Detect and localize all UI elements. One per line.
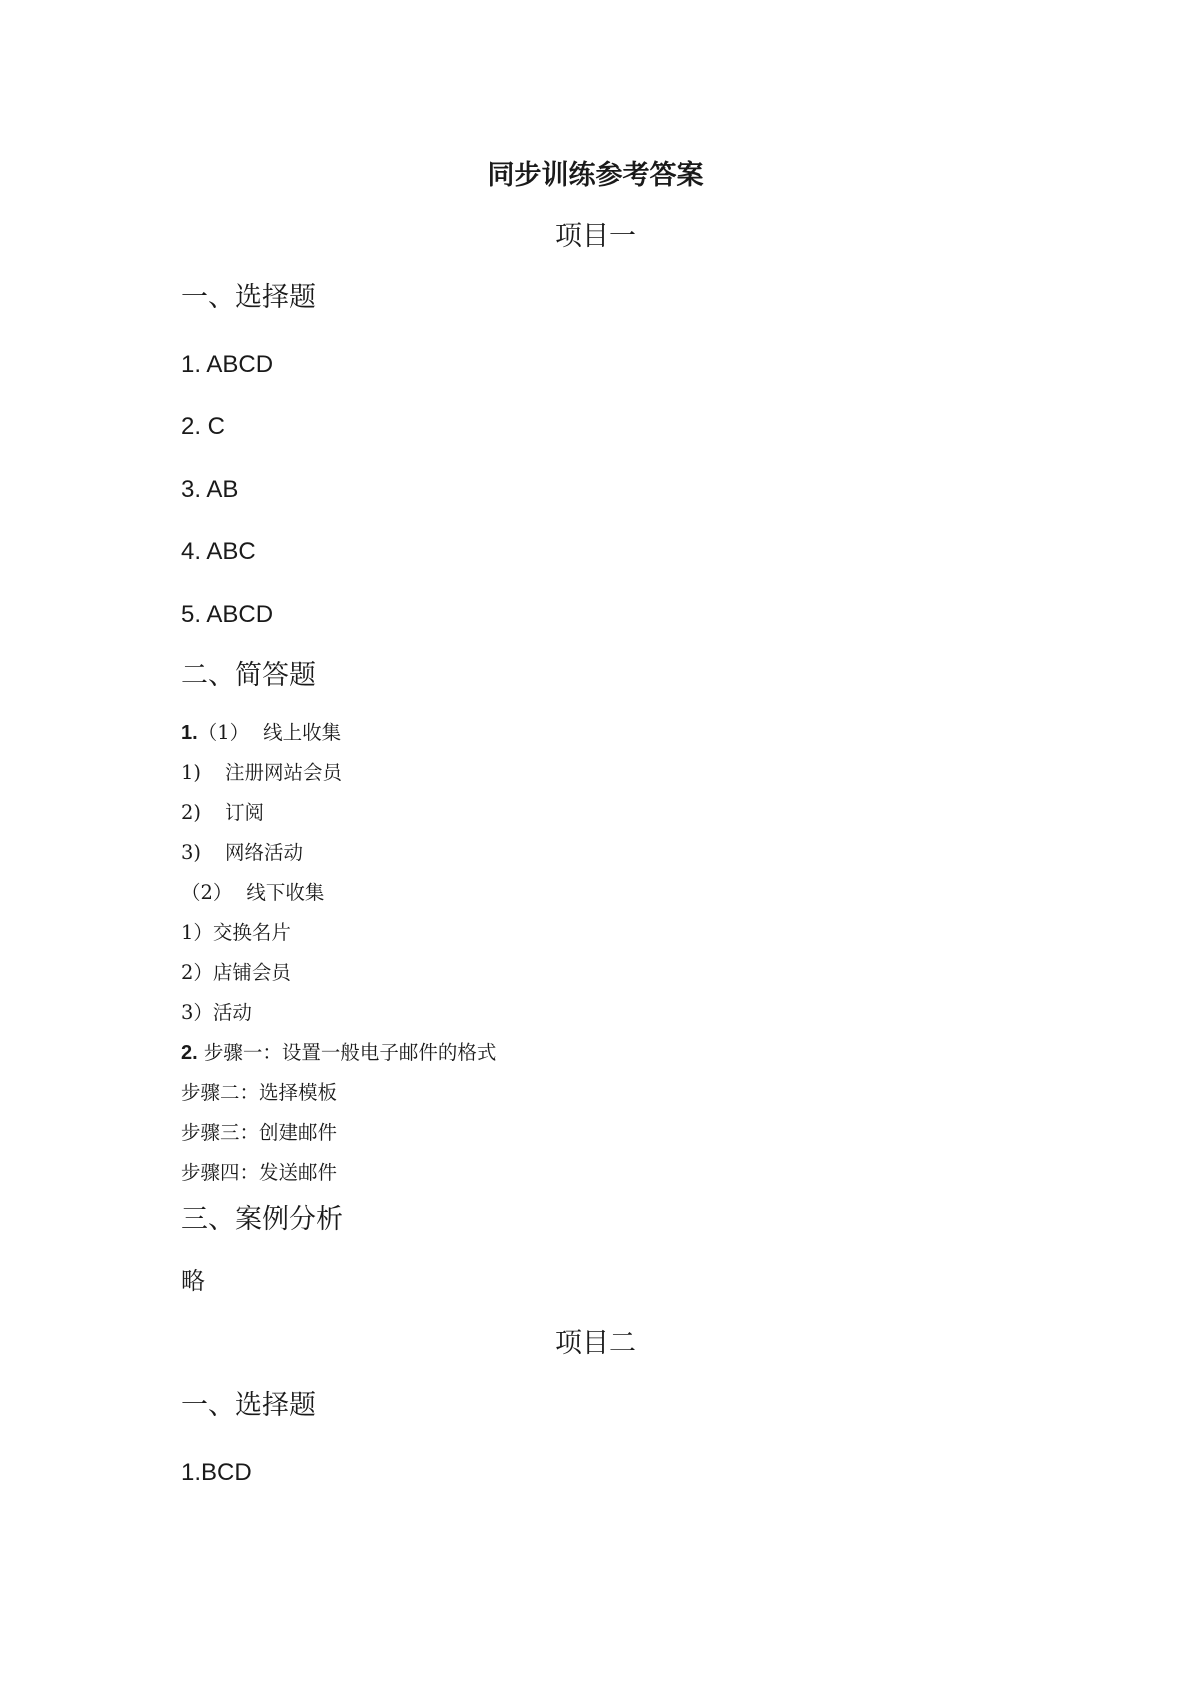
offline-item-3: 3）活动 (181, 1001, 252, 1024)
question-2-step-4: 步骤四：发送邮件 (181, 1161, 338, 1184)
case-analysis-answer: 略 (181, 1268, 205, 1295)
project-two-choice-answer-1: 1.BCD (181, 1459, 252, 1486)
online-item-3 (181, 843, 303, 863)
project-one-heading: 项目一 (555, 221, 636, 252)
offline-marker: （2） (181, 881, 233, 904)
question-2-step-3: 步骤三：创建邮件 (181, 1121, 338, 1144)
online-item-marker: 2) (181, 801, 202, 824)
question-2-step-2: 步骤二：选择模板 (181, 1081, 338, 1104)
choice-answer-2: 2. C (181, 413, 226, 440)
choice-answer-4: 4. ABC (181, 538, 256, 565)
offline-collection-label: 线下收集 (246, 881, 325, 904)
question-1-number: 1. (181, 722, 198, 744)
online-item-2 (181, 803, 264, 823)
question-2-number: 2. (181, 1042, 198, 1064)
question-2-step-1 (181, 1043, 496, 1063)
choice-answer-3: 3. AB (181, 476, 239, 503)
offline-item-2: 2）店铺会员 (181, 961, 291, 984)
online-item-1 (181, 763, 342, 783)
case-analysis-section-heading: 三、案例分析 (181, 1204, 343, 1235)
online-item-text: 订阅 (225, 801, 265, 824)
offline-collection-line (181, 883, 324, 903)
online-item-marker: 3) (181, 841, 202, 864)
step-text: 步骤一：设置一般电子邮件的格式 (203, 1041, 497, 1064)
offline-item-1: 1）交换名片 (181, 921, 291, 944)
online-collection-label: 线上收集 (263, 721, 342, 744)
online-item-text: 网络活动 (225, 841, 304, 864)
project-two-heading: 项目二 (555, 1328, 636, 1359)
online-item-marker: 1) (181, 761, 202, 784)
document-title: 同步训练参考答案 (487, 160, 704, 191)
choice-section-heading: 一、选择题 (181, 282, 316, 313)
choice-answer-5: 5. ABCD (181, 601, 274, 628)
short-answer-section-heading: 二、简答题 (181, 660, 316, 691)
project-two-choice-section-heading: 一、选择题 (181, 1390, 316, 1421)
online-marker: （1） (197, 721, 250, 744)
online-item-text: 注册网站会员 (225, 761, 343, 784)
choice-answer-1: 1. ABCD (181, 351, 274, 378)
question-1-online-line (181, 723, 341, 743)
